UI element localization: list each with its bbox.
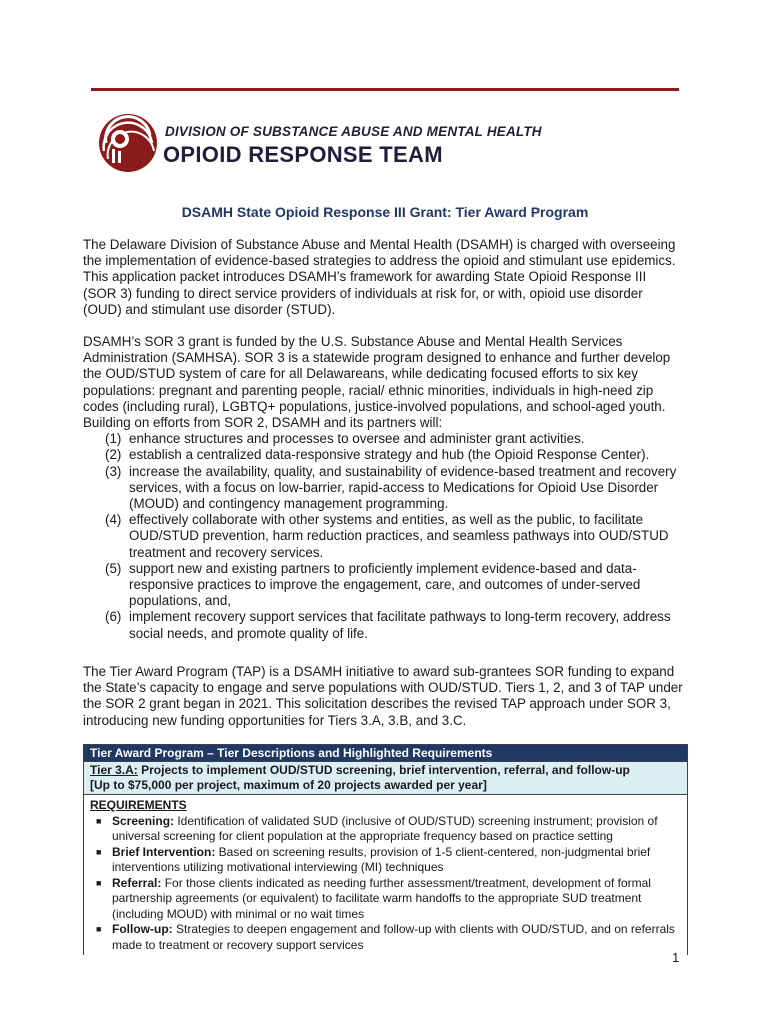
list-item — [83, 609, 683, 641]
requirements-heading: REQUIREMENTS — [90, 798, 187, 812]
list-text: support new and existing partners to proficiently implement evidence-based and data-responsive practices to improve the engagement, care, and outcomes of under-served populations, and, — [129, 560, 641, 609]
requirement-text: Identification of validated SUD (inclusive of OUD/STUD) screening instrument; provision of universal screening for client population at the appropriate frequency based on practice setting — [112, 813, 658, 843]
intro-paragraph — [83, 237, 683, 318]
list-text: implement recovery support services that facilitate pathways to long-term recovery, address social needs, and promote quality of life. — [129, 609, 671, 641]
list-item — [83, 561, 683, 610]
tier-award: [Up to $75,000 per project, maximum of 20 projects awarded per year] — [90, 778, 487, 792]
list-item — [83, 512, 683, 561]
requirement-text: For those clients indicated as needing further assessment/treatment, development of formal partnership agreements (or equivalent) to facilitate warm handoffs to the appropriate SUD treatment (including MOUD) with minimal or no wait times — [112, 875, 651, 921]
list-number: (3) — [105, 463, 122, 479]
list-text: establish a centralized data-responsive strategy and hub (the Opioid Response Center). — [129, 447, 650, 463]
paragraph-text: The Delaware Division of Substance Abuse and Mental Health (DSAMH) is charged with overseeing the implementation of evidence-based strategies to address the opioid and stimulant use epidemics. This application packet introduces DSAMH’s framework for awarding State Opioid Response III (SOR 3) funding to direct service providers of individuals at risk for, or with, opioid use disorder (OUD) and stimulant use disorder (STUD). — [83, 237, 676, 317]
list-item — [90, 876, 681, 923]
header-rule — [91, 88, 679, 91]
funding-paragraph — [83, 334, 683, 642]
list-item — [90, 814, 681, 845]
list-item — [83, 464, 683, 513]
page-number: 1 — [672, 950, 680, 965]
requirement-text: Strategies to deepen engagement and follow-up with clients with OUD/STUD, and on referrals made to treatment or recovery support services — [112, 922, 675, 952]
tap-paragraph — [83, 664, 683, 729]
bullet-icon: ■ — [96, 815, 102, 826]
list-number: (1) — [105, 431, 122, 447]
requirement-label: Referral: — [112, 875, 162, 890]
goals-list — [83, 431, 683, 642]
requirements-list — [90, 814, 681, 954]
requirement-text: Based on screening results, provision of 1-5 client-centered, non-judgmental brief interventions utilizing motivational interviewing (MI) techniques — [112, 844, 651, 874]
list-text: increase the availability, quality, and sustainability of evidence-based treatment and recovery services, with a focus on low-barrier, rapid-access to Medications for Opioid Use Disorder (MOUD) and contingency management programming. — [129, 463, 677, 512]
list-text: enhance structures and processes to oversee and administer grant activities. — [129, 431, 585, 447]
paragraph-text: The Tier Award Program (TAP) is a DSAMH initiative to award sub-grantees SOR funding to expand the State’s capacity to engage and serve populations with OUD/STUD. Tiers 1, 2, and 3 of TAP under the SOR 2 grant began in 2021. This solicitation describes the revised TAP approach under SOR 3, introducing new funding opportunities for Tiers 3.A, 3.B, and 3.C. — [83, 664, 683, 728]
tier-row — [84, 761, 687, 795]
document-title: DSAMH State Opioid Response III Grant: Tier Award Program — [181, 204, 589, 220]
list-number: (6) — [105, 609, 122, 625]
paragraph-text: DSAMH’s SOR 3 grant is funded by the U.S. Substance Abuse and Mental Health Services Administration (SAMHSA). SOR 3 is a statewide program designed to enhance and further develop the OUD/STUD system of care for all Delawareans, while dedicating focused efforts to six key populations: pregnant and parenting people, racial/ ethnic minorities, individuals in high-need zip codes (including rural), LGBTQ+ populations, justice-involved populations, and school-aged youth. Building on efforts from SOR 2, DSAMH and its partners will: — [83, 334, 671, 431]
requirement-label: Screening: — [112, 813, 175, 828]
team-name: OPIOID RESPONSE TEAM — [163, 142, 443, 167]
list-number: (4) — [105, 512, 122, 528]
list-item — [83, 431, 683, 447]
bullet-icon: ■ — [96, 877, 102, 888]
list-item — [90, 922, 681, 953]
tier-description: Projects to implement OUD/STUD screening, brief intervention, referral, and follow-up — [137, 763, 630, 777]
requirements-cell — [84, 795, 687, 953]
list-item — [83, 447, 683, 463]
requirement-label: Follow-up: — [112, 922, 173, 936]
bullet-icon: ■ — [96, 846, 102, 857]
org-name: DIVISION OF SUBSTANCE ABUSE AND MENTAL HEALTH — [165, 124, 542, 139]
table-header: Tier Award Program – Tier Descriptions and Highlighted Requirements — [84, 745, 687, 761]
tier-name: Tier 3.A: — [90, 763, 138, 777]
list-item — [90, 845, 681, 876]
bullet-icon: ■ — [96, 924, 102, 934]
requirement-label: Brief Intervention: — [112, 844, 216, 859]
list-number: (5) — [105, 560, 122, 576]
list-number: (2) — [105, 447, 122, 463]
dsamh-logo-icon — [98, 113, 158, 173]
list-text: effectively collaborate with other systems and entities, as well as the public, to facilitate OUD/STUD prevention, harm reduction practices, and seamless pathways into OUD/STUD treatment and recovery services. — [129, 512, 669, 560]
tier-table — [83, 744, 688, 955]
